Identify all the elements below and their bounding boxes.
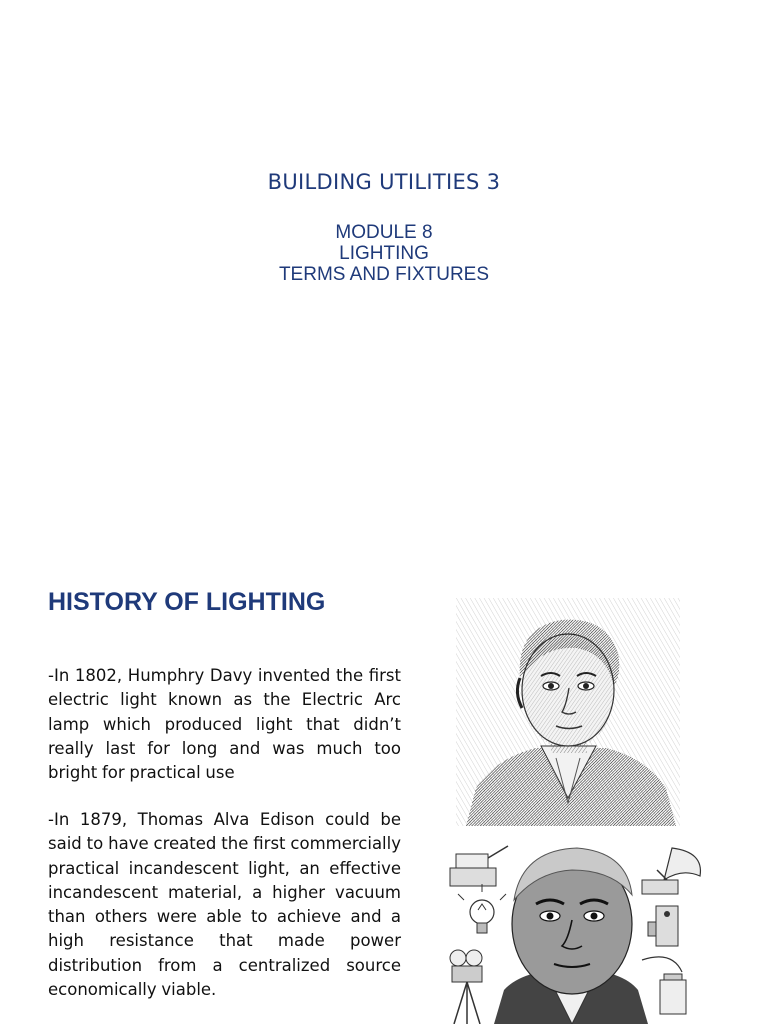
paragraph-edison: -In 1879, Thomas Alva Edison could be said to have created the first commercially practical incandescent light, an effective incandescent material, a higher vacuum than others were able to achieve and a high resistance that made power distribution from a centralized source economically viable. — [48, 810, 401, 1000]
module-number: MODULE 8 — [335, 222, 433, 243]
davy-engraving — [456, 598, 680, 826]
paragraph-davy: -In 1802, Humphry Davy invented the first electric light known as the Electric Arc lamp which produced light that didn’t really last for long and was much too bright for practical use — [48, 666, 401, 783]
telephone-icon — [642, 906, 682, 972]
module-subtopic: TERMS AND FIXTURES — [278, 264, 490, 285]
module-topic: LIGHTING — [339, 243, 429, 264]
edison-illustration — [442, 840, 704, 1024]
light-bulb-icon — [458, 884, 506, 933]
thomas-edison-portrait — [442, 840, 704, 1024]
section-heading: HISTORY OF LIGHTING — [48, 588, 326, 616]
module-subtitle — [0, 222, 768, 285]
course-title: BUILDING UTILITIES 3 — [267, 170, 501, 194]
humphry-davy-portrait — [456, 598, 680, 826]
movie-camera-icon — [450, 950, 482, 1024]
edison-face — [494, 848, 648, 1024]
phonograph-icon — [450, 846, 508, 886]
gramophone-icon — [642, 848, 700, 894]
battery-device-icon — [660, 974, 686, 1014]
